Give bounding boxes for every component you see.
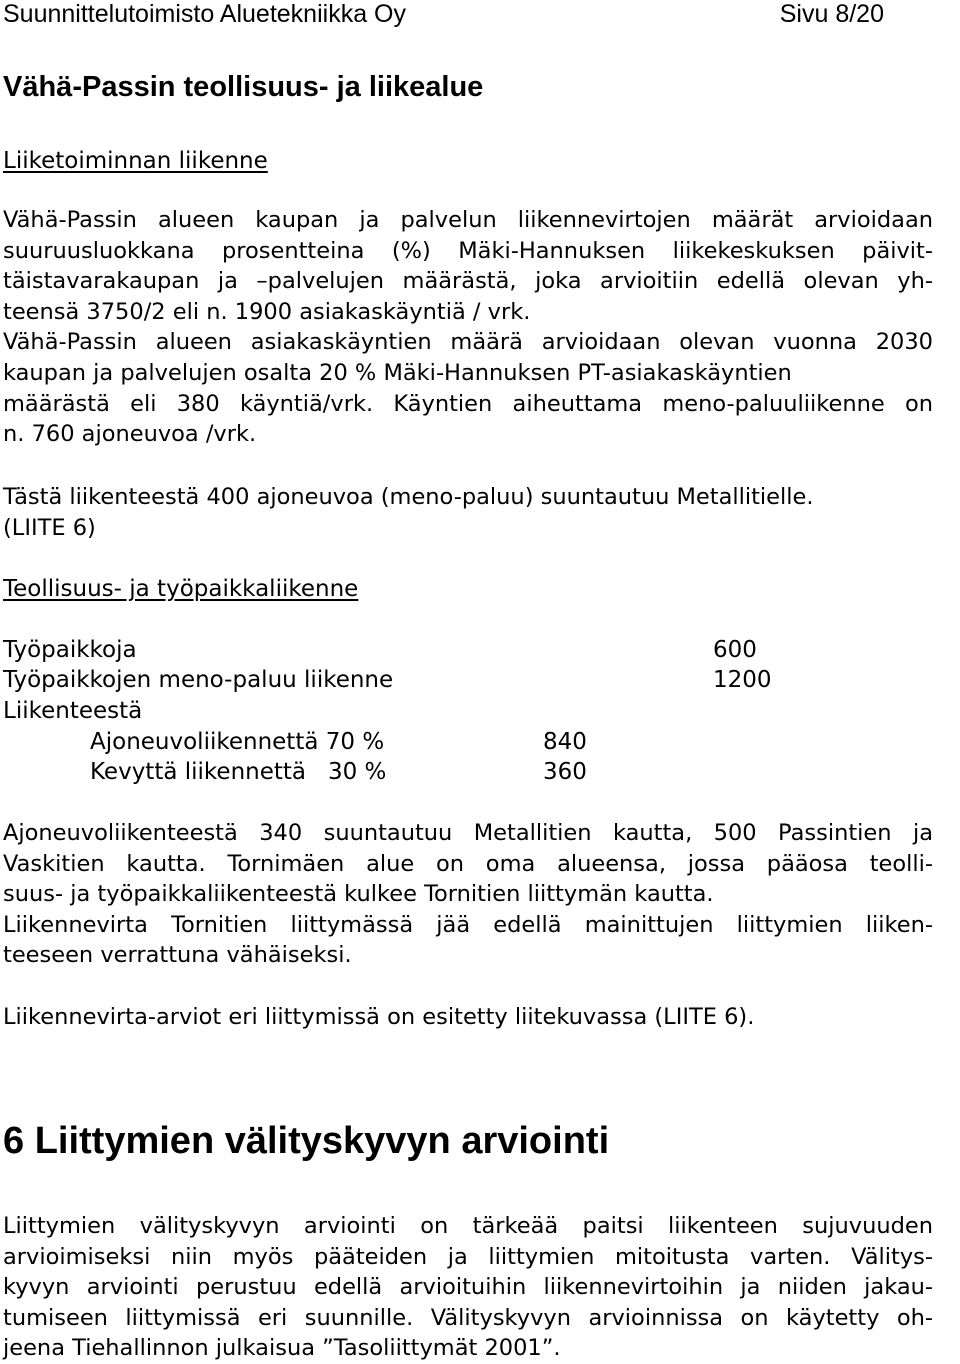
text-line: täistavarakaupan ja –palvelujen määrästä, joka arvioitiin edellä olevan yh- [3,268,933,295]
text-line: arvioimiseksi niin myös pääteiden ja liittymien mitoitusta varten. Välitys- [3,1243,933,1270]
paragraph-capacity-assessment [3,1211,933,1364]
table-subrow-value: 840 [543,729,587,755]
text-line: jeena Tiehallinnon julkaisua ”Tasoliittymät 2001”. [3,1335,561,1362]
text-line: Tästä liikenteestä 400 ajoneuvoa (meno-paluu) suuntautuu Metallitielle. [3,484,814,510]
text-line: Vähä-Passin alueen kaupan ja palvelun liikennevirtojen määrät arvioidaan [3,207,933,233]
text-line: kaupan ja palvelujen osalta 20 % Mäki-Hannuksen PT-asiakaskäyntien [3,359,792,386]
text-line: kyvyn arviointi perustuu edellä arvioituihin liikennevirtoihin ja niiden jakau- [3,1274,933,1301]
text-line: Vähä-Passin alueen asiakaskäyntien määrä arvioidaan olevan vuonna 2030 [3,329,933,356]
table-row-value: 600 [713,637,757,663]
section-heading-teollisuus-tyopaikkaliikenne: Teollisuus- ja työpaikkaliikenne [3,576,359,602]
header-page-number: Sivu 8/20 [779,0,884,28]
text-line: Liikennevirta Tornitien liittymässä jää edellä mainittujen liittymien liiken- [3,911,933,938]
text-line: suus- ja työpaikkaliikenteestä kulkee Tornitien liittymän kautta. [3,881,714,908]
text-line: tumiseen liittymissä eri suunnille. Välityskyvyn arvioinnissa on käytetty oh- [3,1304,933,1331]
table-row-label: Työpaikkoja [3,637,137,663]
paragraph-liite-reference [3,1002,933,1033]
text-line: n. 760 ajoneuvoa /vrk. [3,421,257,448]
text-line: teensä 3750/2 eli n. 1900 asiakaskäyntiä / vrk. [3,298,531,325]
table-subrow-label: Ajoneuvoliikennettä 70 % [90,729,385,755]
text-line: Ajoneuvoliikenteestä 340 suuntautuu Metallitien kautta, 500 Passintien ja [3,820,933,846]
table-subrow-value: 360 [543,759,587,785]
table-row-label: Liikenteestä [3,698,143,724]
text-line: suuruusluokkana prosentteina (%) Mäki-Hannuksen liikekeskuksen päivit- [3,237,933,264]
section-heading-liiketoiminnan-liikenne: Liiketoiminnan liikenne [3,148,268,174]
paragraph-business-traffic [3,205,933,450]
paragraph-vehicle-distribution [3,818,933,971]
text-line: Liittymien välityskyvyn arviointi on tärkeää paitsi liikenteen sujuvuuden [3,1213,933,1239]
text-line: (LIITE 6) [3,514,96,541]
text-line: Vaskitien kautta. Tornimäen alue on oma alueensa, jossa pääosa teolli- [3,850,933,877]
table-row-value: 1200 [713,667,772,693]
page-title: Vähä-Passin teollisuus- ja liikealue [3,71,484,103]
header-company: Suunnittelutoimisto Aluetekniikka Oy [3,0,406,28]
text-line: Liikennevirta-arviot eri liittymissä on esitetty liitekuvassa (LIITE 6). [3,1004,755,1030]
table-subrow-label: Kevyttä liikennettä 30 % [90,759,387,785]
text-line: teeseen verrattuna vähäiseksi. [3,942,352,969]
chapter-heading: 6 Liittymien välityskyvyn arviointi [3,1120,610,1162]
paragraph-metallitie-traffic [3,482,933,543]
table-row-label: Työpaikkojen meno-paluu liikenne [3,667,394,693]
text-line: määrästä eli 380 käyntiä/vrk. Käyntien aiheuttama meno-paluuliikenne on [3,390,933,417]
